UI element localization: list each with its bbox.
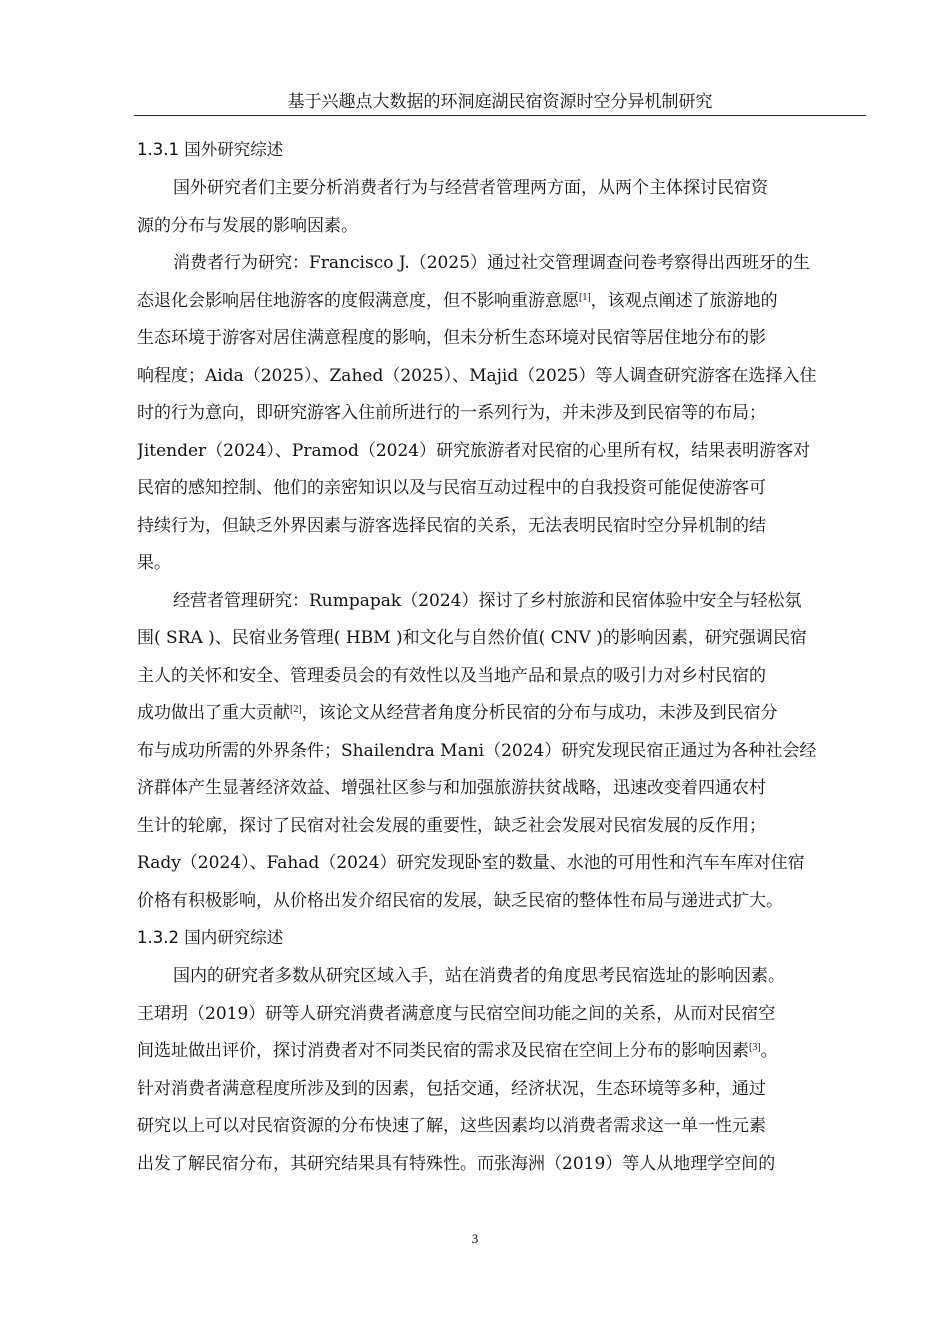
text-line: 国内的研究者多数从研究区域入手，站在消费者的角度思考民宿选址的影响因素。 — [173, 966, 785, 986]
text-line-head: 态退化会影响居住地游客的度假满意度，但不影响重游意愿 — [137, 290, 579, 311]
citation-ref-2[interactable]: [2] — [290, 704, 302, 715]
text-line: 持续行为，但缺乏外界因素与游客选择民宿的关系，无法表明民宿时空分异机制的结 — [137, 515, 766, 536]
text-line: 生态环境于游客对居住满意程度的影响，但未分析生态环境对民宿等居住地分布的影 — [137, 328, 766, 348]
text-line: 王珺玥（2019）研等人研究消费者满意度与民宿空间功能之间的关系，从而对民宿空 — [137, 1003, 776, 1024]
text-line: 针对消费者满意程度所涉及到的因素，包括交通，经济状况，生态环境等多种，通过 — [137, 1078, 766, 1099]
text-line-tail: 。 — [760, 1041, 778, 1061]
section-heading-1-3-2: 1.3.2 国内研究综述 — [137, 928, 284, 947]
citation-ref-3[interactable]: [3] — [749, 1042, 761, 1053]
citation-ref-1[interactable]: [1] — [579, 291, 591, 303]
text-line: 生计的轮廓，探讨了民宿对社会发展的重要性，缺乏社会发展对民宿发展的反作用； — [137, 815, 766, 836]
text-line: 主人的关怀和安全、管理委员会的有效性以及当地产品和景点的吸引力对乡村民宿的 — [137, 665, 766, 686]
paragraph-consumer-behavior — [137, 245, 861, 583]
running-header-title: 基于兴趣点大数据的环洞庭湖民宿资源时空分异机制研究 — [287, 92, 713, 112]
paragraph-operator-management — [137, 583, 861, 921]
section-heading-1-3-1: 1.3.1 国外研究综述 — [137, 140, 284, 159]
text-line: 响程度；Aida（2025）、Zahed（2025）、Majid（2025）等人调查研究游客在选择入住 — [137, 365, 817, 386]
text-line — [137, 695, 861, 733]
text-line: 果。 — [137, 553, 171, 573]
paragraph-domestic-review — [137, 958, 861, 1183]
text-line: 出发了解民宿分布，其研究结果具有特殊性。而张海洲（2019）等人从地理学空间的 — [137, 1153, 776, 1174]
text-line-tail: ，该论文从经营者角度分析民宿的分布与成功，未涉及到民宿分 — [301, 703, 778, 723]
text-line: Rady（2024）、Fahad（2024）研究发现卧室的数量、水池的可用性和汽车车库对住宿 — [137, 853, 805, 873]
text-line: 消费者行为研究：Francisco J.（2025）通过社交管理调查问卷考察得出西班牙的生 — [173, 253, 811, 273]
text-line: 时的行为意向，即研究游客入住前所进行的一系列行为，并未涉及到民宿等的布局； — [137, 403, 766, 423]
text-line: 研究以上可以对民宿资源的分布快速了解，这些因素均以消费者需求这一单一性元素 — [137, 1116, 766, 1136]
text-line: 经营者管理研究：Rumpapak（2024）探讨了乡村旅游和民宿体验中安全与轻松氛 — [173, 590, 802, 611]
text-line: 价格有积极影响，从价格出发介绍民宿的发展，缺乏民宿的整体性布局与递进式扩大。 — [137, 890, 783, 911]
text-line: 民宿的感知控制、他们的亲密知识以及与民宿互动过程中的自我投资可能促使游客可 — [137, 478, 766, 498]
text-line-tail: ，该观点阐述了旅游地的 — [590, 290, 778, 311]
text-line: 围( SRA )、民宿业务管理( HBM )和文化与自然价值( CNV )的影响因素，研究强调民宿 — [137, 628, 807, 648]
page-number: 3 — [471, 1231, 479, 1246]
text-line-head: 间选址做出评价，探讨消费者对不同类民宿的需求及民宿在空间上分布的影响因素 — [137, 1041, 749, 1061]
text-line: Jitender（2024）、Pramod（2024）研究旅游者对民宿的心里所有权，结果表明游客对 — [137, 440, 811, 461]
header-rule — [134, 115, 866, 116]
text-line-head: 成功做出了重大贡献 — [137, 703, 290, 723]
paragraph-intro-foreign — [137, 170, 861, 245]
text-line: 国外研究者们主要分析消费者行为与经营者管理两方面，从两个主体探讨民宿资 — [173, 178, 768, 198]
text-line: 布与成功所需的外界条件；Shailendra Mani（2024）研究发现民宿正通过为各种社会经 — [137, 740, 817, 761]
page-content — [137, 132, 861, 1183]
text-line — [137, 1033, 861, 1071]
text-line: 源的分布与发展的影响因素。 — [137, 215, 358, 236]
text-line: 济群体产生显著经济效益、增强社区参与和加强旅游扶贫战略，迅速改变着四通农村 — [137, 778, 766, 798]
text-line — [137, 283, 861, 321]
